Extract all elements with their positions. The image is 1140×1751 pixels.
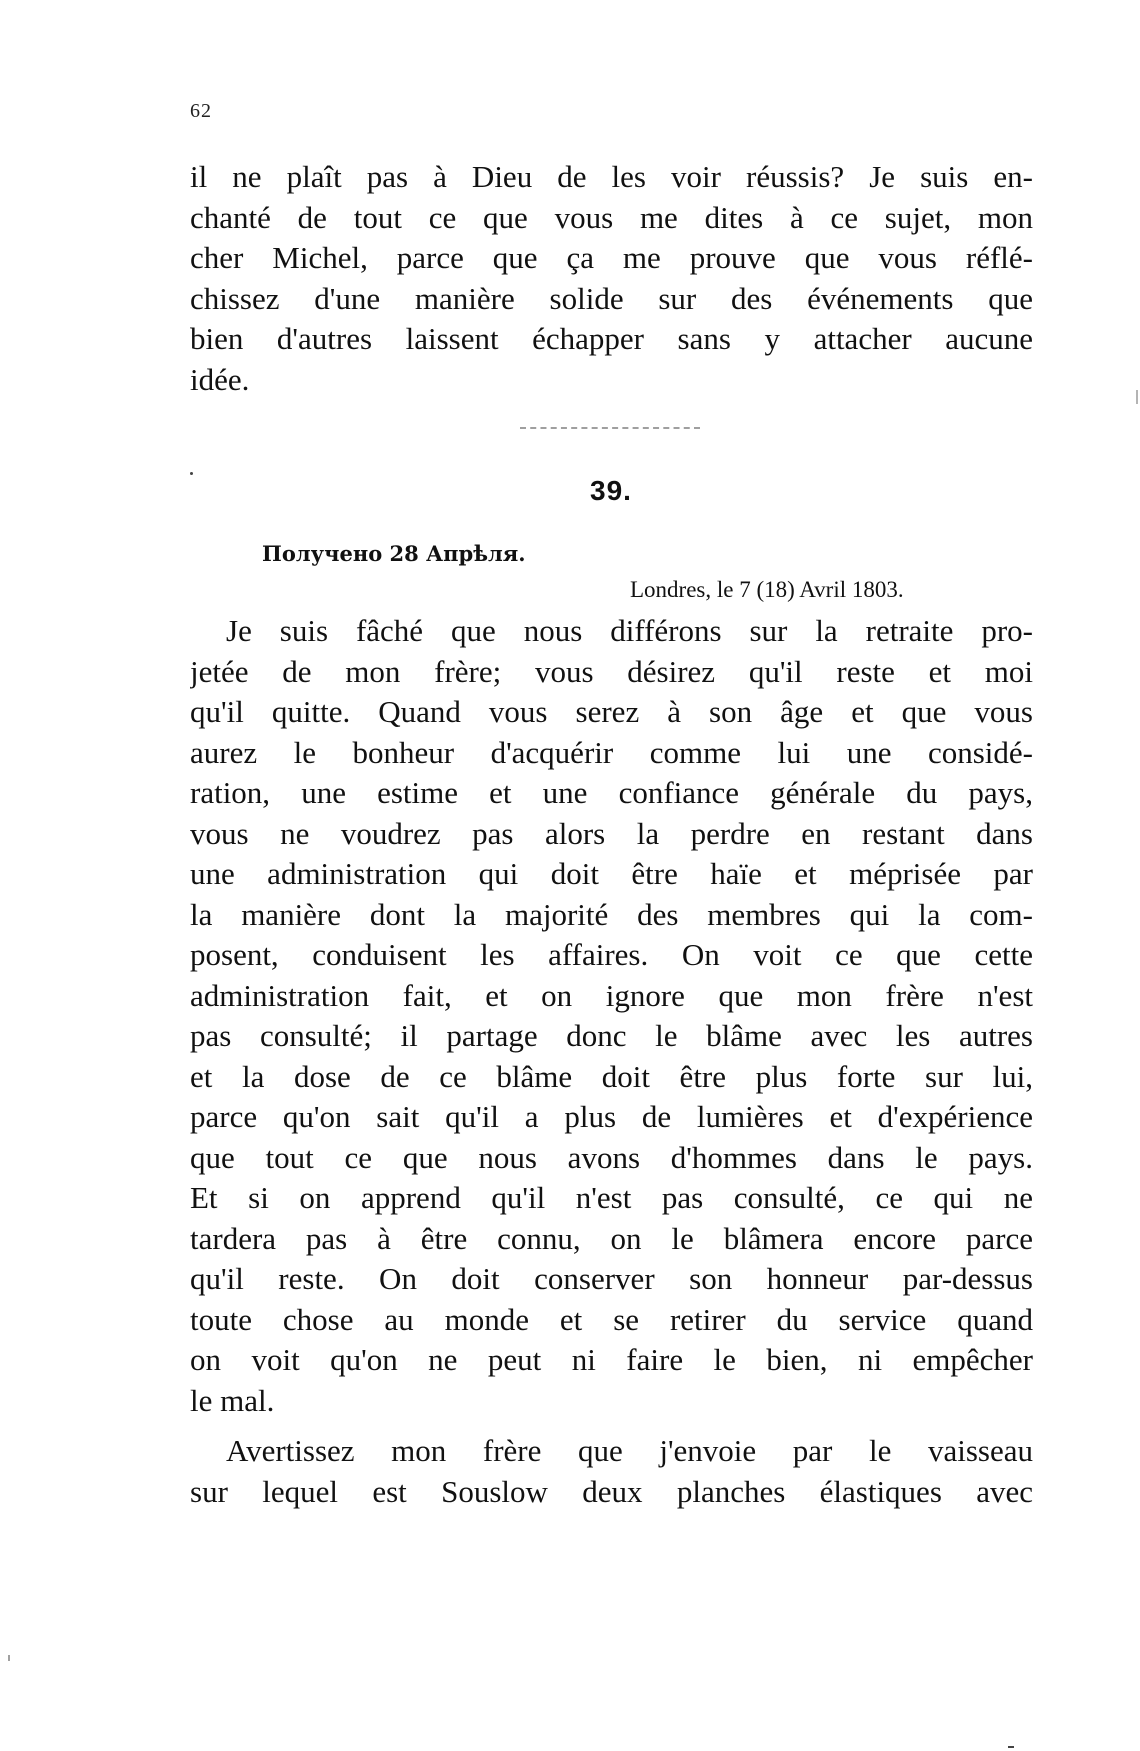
text-line: ration, une estime et une confiance générale du pays, [190,775,1033,810]
received-note: Получено 28 Апрѣля. [262,541,526,566]
text-line: qu'il reste. On doit conserver son honneur par-dessus [190,1261,1033,1296]
page-number: 62 [190,100,212,122]
text-line: parce qu'on sait qu'il a plus de lumières et d'expérience [190,1099,1033,1134]
text-line: on voit qu'on ne peut ni faire le bien, ni empêcher [190,1342,1033,1377]
text-line: cher Michel, parce que ça me prouve que vous réflé- [190,240,1033,275]
text-line: jetée de mon frère; vous désirez qu'il reste et moi [190,653,1033,689]
text-line: et la dose de ce blâme doit être plus forte sur lui, [190,1058,1033,1094]
text-line: chanté de tout ce que vous me dites à ce sujet, mon [190,199,1033,235]
text-line: toute chose au monde et se retirer du service quand [190,1301,1033,1337]
text-line: vous ne voudrez pas alors la perdre en restant dans [190,815,1033,851]
section-separator [520,427,700,435]
text-line: bien d'autres laissent échapper sans y attacher aucune [190,321,1033,356]
margin-speck [190,472,193,475]
paragraph-2 [190,611,1033,1421]
text-line: une administration qui doit être haïe et méprisée par [190,856,1033,891]
margin-speck [1008,1746,1014,1748]
text-line: tardera pas à être connu, on le blâmera encore parce [190,1220,1033,1256]
text-line: qu'il quitte. Quand vous serez à son âge et que vous [190,694,1033,729]
text-line: posent, conduisent les affaires. On voit ce que cette [190,937,1033,972]
text-line: il ne plaît pas à Dieu de les voir réussis? Je suis en- [190,159,1033,194]
text-line: sur lequel est Souslow deux planches élastiques avec [190,1473,1033,1509]
text-line: chissez d'une manière solide sur des événements que [190,280,1033,316]
text-line: idée. [190,361,250,397]
text-line: Avertissez mon frère que j'envoie par le vaisseau [226,1433,1033,1468]
margin-speck [1136,390,1138,404]
text-line: la manière dont la majorité des membres qui la com- [190,896,1033,932]
text-line: administration fait, et on ignore que mon frère n'est [190,977,1033,1013]
text-line: le mal. [190,1382,275,1418]
dateline: Londres, le 7 (18) Avril 1803. [630,577,904,602]
text-line: Je suis fâché que nous différons sur la retraite pro- [226,613,1033,648]
letter-number: 39. [590,475,632,506]
text-line: pas consulté; il partage donc le blâme avec les autres [190,1018,1033,1053]
text-line: Et si on apprend qu'il n'est pas consulté, ce qui ne [190,1180,1033,1215]
margin-speck [8,1655,10,1661]
text-line: que tout ce que nous avons d'hommes dans le pays. [190,1139,1033,1175]
paragraph-3 [190,1431,1033,1512]
paragraph-1 [190,157,1033,400]
text-line: aurez le bonheur d'acquérir comme lui une considé- [190,734,1033,770]
